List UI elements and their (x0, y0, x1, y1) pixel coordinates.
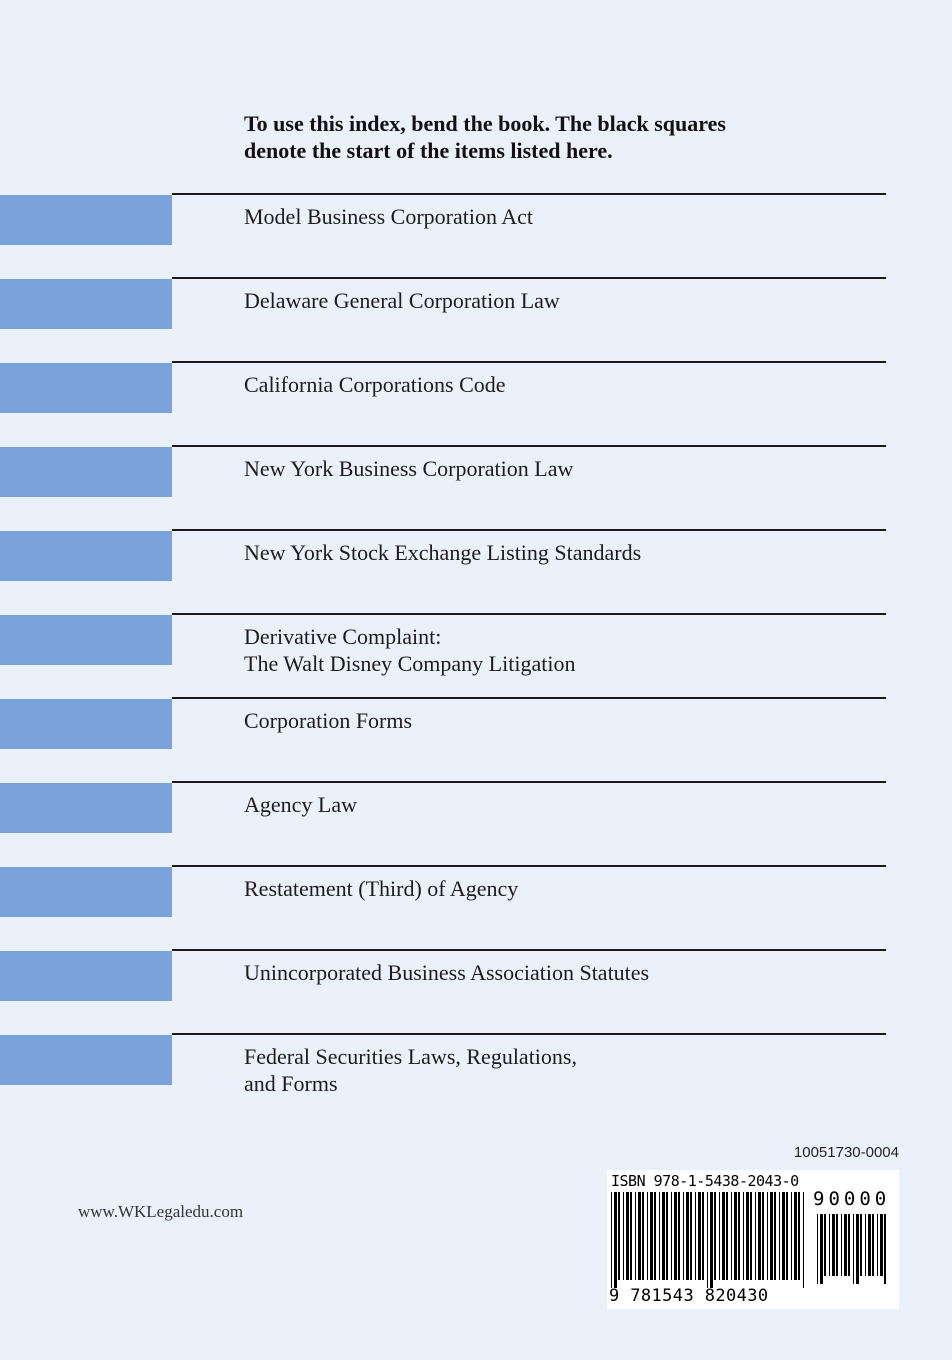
barcode-bar (719, 1192, 720, 1280)
divider (172, 613, 886, 615)
thumb-tab (0, 531, 172, 581)
index-item-label (244, 371, 844, 398)
index-item-label-line-1: Agency Law (244, 792, 358, 817)
isbn-number: ISBN 978-1-5438-2043-0 (611, 1172, 799, 1190)
barcode-bar (844, 1214, 847, 1276)
index-item-label (244, 203, 844, 230)
index-item-label-line-1: Corporation Forms (244, 708, 413, 733)
barcode-bar (659, 1192, 660, 1280)
barcode-bar (654, 1192, 656, 1280)
thumb-tab (0, 447, 172, 497)
barcode-bar (678, 1192, 680, 1280)
index-item-derivative-complaint (0, 613, 952, 697)
barcode-bar (662, 1192, 665, 1280)
divider (172, 697, 886, 699)
divider (172, 361, 886, 363)
barcode-bar (758, 1192, 761, 1280)
barcode-bar (714, 1192, 716, 1280)
barcode-bar (860, 1214, 862, 1276)
barcode-bar (841, 1214, 842, 1276)
barcode-bar (734, 1192, 737, 1280)
barcode-bar (671, 1192, 672, 1280)
barcode-bar (623, 1192, 624, 1280)
barcode-bar (782, 1192, 785, 1280)
barcode-bar (698, 1192, 701, 1280)
index-item-model-business-corporation-act (0, 193, 952, 277)
index-item-label-line-1: New York Business Corporation Law (244, 456, 574, 481)
barcode-bar (817, 1214, 818, 1284)
index-item-agency-law (0, 781, 952, 865)
product-code: 10051730-0004 (793, 1144, 899, 1161)
barcode-bar (743, 1192, 744, 1280)
divider (172, 277, 886, 279)
barcode-bar (798, 1192, 800, 1280)
barcode-bar (722, 1192, 725, 1280)
divider (172, 1033, 886, 1035)
divider (172, 193, 886, 195)
barcode-bar (642, 1192, 644, 1280)
thumb-tab (0, 1035, 172, 1085)
index-item-label-line-1: Federal Securities Laws, Regulations, (244, 1044, 577, 1069)
divider (172, 445, 886, 447)
barcode-bar (829, 1214, 830, 1276)
barcode-bar (786, 1192, 788, 1280)
barcode-bar (774, 1192, 776, 1280)
index-item-label-line-1: New York Stock Exchange Listing Standards (244, 540, 642, 565)
isbn-barcode (607, 1170, 899, 1309)
index-item-label-line-2: The Walt Disney Company Litigation (244, 651, 576, 676)
divider (172, 529, 886, 531)
barcode-bar (702, 1192, 704, 1280)
barcode-bar (710, 1192, 713, 1288)
index-item-label (244, 623, 844, 677)
barcode-bar (638, 1192, 641, 1280)
barcode-bar (674, 1192, 677, 1280)
barcode-bar (618, 1192, 620, 1280)
index-item-label-line-1: Unincorporated Business Association Statutes (244, 960, 650, 985)
barcode-bar (650, 1192, 653, 1280)
barcode-bar (666, 1192, 668, 1280)
barcode-bar (695, 1192, 696, 1280)
thumb-tab (0, 195, 172, 245)
index-item-unincorporated-business-statutes (0, 949, 952, 1033)
ean-barcode-bars (611, 1192, 807, 1288)
barcode-bar (779, 1192, 780, 1280)
barcode-bar (755, 1192, 756, 1280)
barcode-bar (611, 1192, 612, 1288)
index-item-label-line-1: California Corporations Code (244, 372, 506, 397)
barcode-bar (884, 1214, 886, 1284)
barcode-bar (868, 1214, 871, 1276)
index-item-label-line-1: Derivative Complaint: (244, 624, 442, 649)
ean-digits: 9 781543 820430 (609, 1286, 769, 1306)
index-item-label-line-2: and Forms (244, 1071, 338, 1096)
thumb-tab (0, 783, 172, 833)
divider (172, 949, 886, 951)
index-item-label-line-1: Delaware General Corporation Law (244, 288, 560, 313)
index-item-federal-securities-laws (0, 1033, 952, 1117)
thumb-tab (0, 699, 172, 749)
instructions-line-1: To use this index, bend the book. The black squares (244, 111, 726, 136)
index-item-label (244, 707, 844, 734)
barcode-bar (880, 1214, 883, 1276)
barcode-bar (856, 1214, 859, 1284)
barcode-bar (626, 1192, 629, 1280)
index-item-label-line-1: Restatement (Third) of Agency (244, 876, 519, 901)
barcode-bar (832, 1214, 835, 1276)
barcode-bar (630, 1192, 632, 1280)
barcode-bar (647, 1192, 648, 1280)
barcode-bar (762, 1192, 764, 1280)
barcode-bar (791, 1192, 792, 1280)
thumb-tab (0, 279, 172, 329)
barcode-bar (690, 1192, 692, 1280)
index-item-nyse-listing-standards (0, 529, 952, 613)
instructions-line-2: denote the start of the items listed here. (244, 138, 613, 163)
addon-barcode-bars (817, 1214, 889, 1284)
barcode-bar (865, 1214, 866, 1276)
index-instructions (244, 110, 804, 164)
thumb-tab (0, 363, 172, 413)
barcode-bar (820, 1214, 823, 1284)
addon-digits: 90000 (813, 1188, 891, 1210)
index-item-california-corporations-code (0, 361, 952, 445)
barcode-bar (726, 1192, 728, 1280)
index-item-label (244, 455, 844, 482)
index-item-label (244, 791, 844, 818)
barcode-bar (836, 1214, 838, 1276)
divider (172, 781, 886, 783)
index-item-label (244, 875, 844, 902)
barcode-bar (707, 1192, 708, 1288)
barcode-bar (746, 1192, 749, 1280)
barcode-bar (794, 1192, 797, 1280)
index-item-label (244, 1043, 844, 1097)
thumb-tab (0, 867, 172, 917)
barcode-bar (767, 1192, 768, 1280)
barcode-bar (738, 1192, 740, 1280)
divider (172, 865, 886, 867)
index-item-restatement-third-of-agency (0, 865, 952, 949)
barcode-bar (803, 1192, 804, 1288)
barcode-bar (686, 1192, 689, 1280)
barcode-bar (770, 1192, 773, 1280)
barcode-bar (853, 1214, 854, 1284)
index-item-new-york-business-corporation-law (0, 445, 952, 529)
barcode-bar (635, 1192, 636, 1280)
thumb-tab (0, 951, 172, 1001)
barcode-bar (877, 1214, 878, 1276)
index-item-label (244, 287, 844, 314)
index-item-delaware-general-corporation-law (0, 277, 952, 361)
index-item-label (244, 959, 844, 986)
index-item-label-line-1: Model Business Corporation Act (244, 204, 534, 229)
barcode-bar (614, 1192, 617, 1288)
index-item-label (244, 539, 844, 566)
thumb-tab (0, 615, 172, 665)
barcode-bar (750, 1192, 752, 1280)
barcode-bar (731, 1192, 732, 1280)
barcode-bar (683, 1192, 684, 1280)
barcode-bar (824, 1214, 826, 1276)
barcode-bar (872, 1214, 874, 1276)
barcode-bar (848, 1214, 850, 1276)
publisher-website: www.WKLegaledu.com (78, 1202, 244, 1221)
index-item-corporation-forms (0, 697, 952, 781)
